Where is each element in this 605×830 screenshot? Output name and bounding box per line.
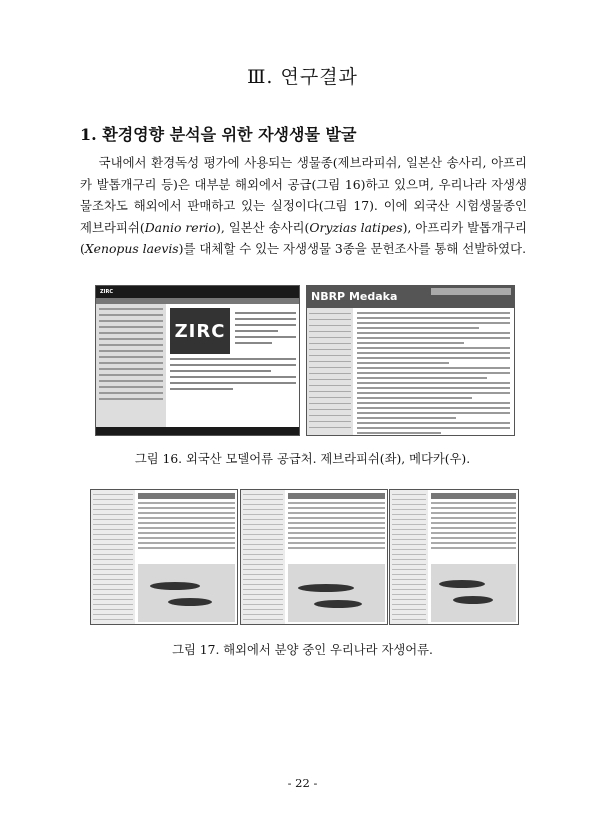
nbrp-medaka-website-screenshot	[306, 285, 515, 436]
zirc-header	[96, 286, 299, 298]
zirc-main-content	[170, 308, 296, 421]
nbrp-logo: NBRP Medaka	[311, 290, 398, 303]
nbrp-top-tabs	[431, 288, 511, 295]
species2-fish-photo	[288, 564, 385, 622]
species-danio: Danio rerio	[144, 219, 216, 235]
species-screenshot-3	[389, 489, 519, 625]
species1-fish-photo	[138, 564, 235, 622]
chapter-title: Ⅲ. 연구결과	[247, 66, 358, 88]
species-screenshot-1	[90, 489, 238, 625]
paragraph-text-4: )를 대체할 수 있는 자생생물 3종을 문헌조사를 통해 선발하였다.	[178, 241, 527, 256]
nbrp-sidebar	[307, 308, 353, 435]
figure16-caption: 그림 16. 외국산 모델어류 공급처. 제브라피쉬(좌), 메다카(우).	[134, 452, 471, 466]
page-number: - 22 -	[287, 776, 318, 790]
species3-fish-photo	[431, 564, 516, 622]
zirc-logo-large: ZIRC	[174, 320, 226, 342]
paragraph-text-1: 국내에서 환경독성 평가에 사용되는 생물종(제브라피쉬, 일본산 송사리, 아프리카 발톱개구리 등)은 대부분 해외에서 공급(그림 16)하고 있으며, 우리나라 자생생물조차도 해외에서 판매하고 있는 실정이다(그림 17). 이에 외국산 시험생물종인 제브라피쉬(	[80, 155, 527, 235]
paragraph-text-2: ), 일본산 송사리(	[215, 219, 310, 235]
species3-info	[431, 490, 516, 624]
species2-sidebar	[241, 490, 285, 624]
species-screenshot-2	[240, 489, 388, 625]
nbrp-news-content	[357, 312, 510, 433]
body-paragraph	[80, 152, 527, 260]
zirc-sidebar	[96, 304, 166, 435]
species3-sidebar	[390, 490, 428, 624]
figure17-caption: 그림 17. 해외에서 분양 중인 우리나라 자생어류.	[172, 643, 433, 657]
paragraph-text-3: ), 아프리카 발톱개구리(	[80, 219, 527, 256]
species-xenopus: Xenopus laevis	[84, 241, 179, 256]
zirc-website-screenshot	[95, 285, 300, 436]
zirc-banner-image	[170, 308, 230, 354]
section-title: 1. 환경영향 분석을 위한 자생생물 발굴	[80, 125, 357, 144]
species1-sidebar	[91, 490, 135, 624]
zirc-footer	[96, 427, 299, 435]
nbrp-header	[307, 286, 514, 308]
species1-info	[138, 490, 235, 624]
species2-info	[288, 490, 385, 624]
zirc-logo-small: ZIRC	[100, 289, 114, 295]
species-oryzias: Oryzias latipes	[309, 219, 403, 235]
